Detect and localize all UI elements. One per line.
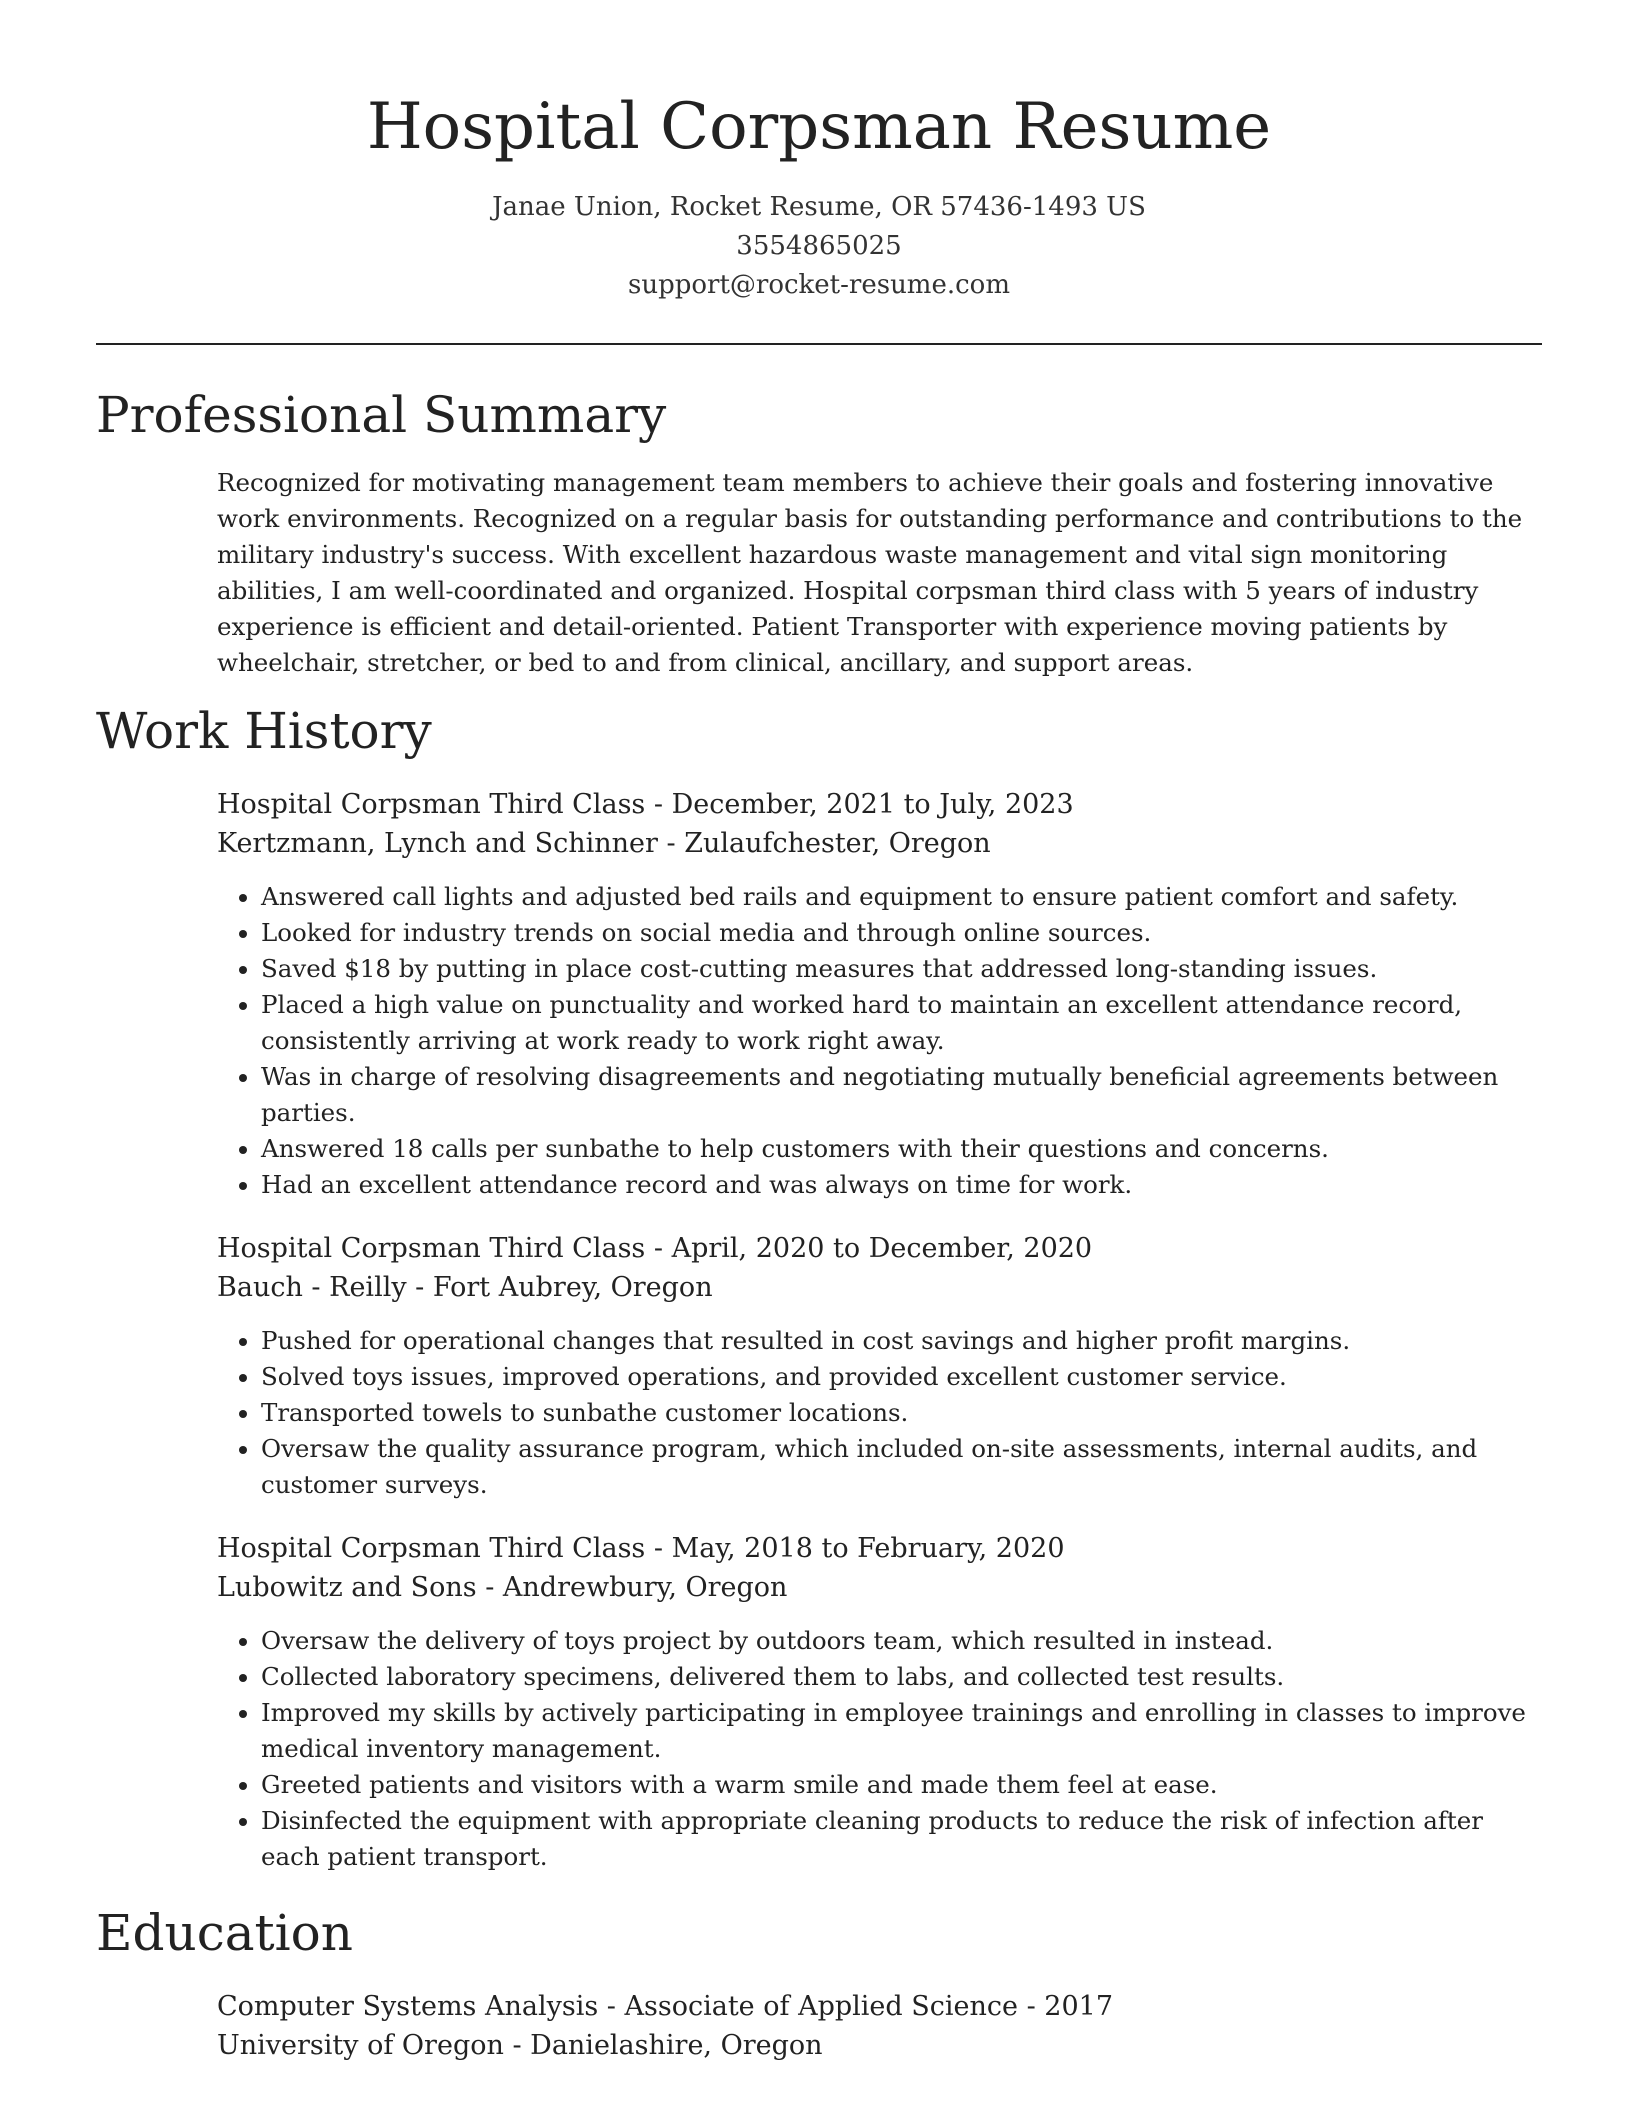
contact-address: Janae Union, Rocket Resume, OR 57436-1493 US (492, 192, 1146, 222)
job-entry (217, 1229, 1542, 1503)
resume-header (96, 0, 1542, 305)
work-history-section (96, 699, 1542, 1875)
job-employer: Bauch - Reilly (217, 1272, 407, 1303)
list-item: • Placed a high value on punctuality and worked hard to maintain an excellent attendance record, consistently arriving at work ready to work right away. (261, 987, 1542, 1059)
job-bullets (217, 1323, 1542, 1503)
education-year: 2017 (1044, 1991, 1113, 2022)
section-title-work: Work History (96, 702, 432, 760)
job-entry (217, 1529, 1542, 1875)
education-entry (217, 1987, 1542, 2065)
list-item: • Oversaw the delivery of toys project by outdoors team, which resulted in instead. (261, 1623, 1542, 1659)
education-field: Computer Systems Analysis (217, 1991, 599, 2022)
education-section (96, 1901, 1542, 2065)
job-bullets (217, 879, 1542, 1203)
list-item: • Answered 18 calls per sunbathe to help customers with their questions and concerns. (261, 1131, 1542, 1167)
list-item: • Oversaw the quality assurance program, which included on-site assessments, internal audits, and customer surveys. (261, 1431, 1542, 1503)
job-location: Zulaufchester, Oregon (684, 828, 991, 859)
job-dates: December, 2021 to July, 2023 (671, 789, 1074, 820)
job-employer-line: Bauch - Reilly - Fort Aubrey, Oregon (217, 1272, 713, 1303)
education-degree-line: Computer Systems Analysis - Associate of Applied Science - 2017 (217, 1991, 1113, 2022)
contact-email: support@rocket-resume.com (627, 270, 1010, 300)
resume-page (96, 0, 1542, 2065)
section-title-summary: Professional Summary (96, 386, 667, 444)
job-location: Andrewbury, Oregon (502, 1572, 788, 1603)
job-employer-line: Lubowitz and Sons - Andrewbury, Oregon (217, 1572, 788, 1603)
header-divider (96, 343, 1542, 345)
education-school: University of Oregon (217, 2030, 504, 2061)
job-position: Hospital Corpsman Third Class (217, 1533, 646, 1564)
list-item: • Was in charge of resolving disagreements and negotiating mutually beneficial agreements between parties. (261, 1059, 1542, 1131)
list-item: • Collected laboratory specimens, delivered them to labs, and collected test results. (261, 1659, 1542, 1695)
list-item: • Improved my skills by actively participating in employee trainings and enrolling in classes to improve medical inventory management. (261, 1695, 1542, 1767)
job-dates: April, 2020 to December, 2020 (671, 1233, 1093, 1264)
list-item: • Saved $18 by putting in place cost-cutting measures that addressed long-standing issues. (261, 951, 1542, 987)
list-item: • Transported towels to sunbathe customer locations. (261, 1395, 1542, 1431)
job-title-line: Hospital Corpsman Third Class - December, 2021 to July, 2023 (217, 789, 1074, 820)
job-employer: Kertzmann, Lynch and Schinner (217, 828, 658, 859)
list-item: • Greeted patients and visitors with a warm smile and made them feel at ease. (261, 1767, 1542, 1803)
job-employer: Lubowitz and Sons (217, 1572, 477, 1603)
education-location: Danielashire, Oregon (530, 2030, 823, 2061)
contact-phone: 3554865025 (736, 231, 902, 261)
job-title-line: Hospital Corpsman Third Class - May, 2018 to February, 2020 (217, 1533, 1065, 1564)
job-entry (217, 785, 1542, 1203)
list-item: • Looked for industry trends on social media and through online sources. (261, 915, 1542, 951)
summary-text: Recognized for motivating management team members to achieve their goals and fostering innovative work environments. Recognized on a regular basis for outstanding performance and contributions to the military industry's success. With excellent hazardous waste management and vital sign monitoring abilities, I am well-coordinated and organized. Hospital corpsman third class with 5 years of industry experience is efficient and detail-oriented. Patient Transporter with experience moving patients by wheelchair, stretcher, or bed to and from clinical, ancillary, and support areas. (217, 468, 1523, 677)
job-location: Fort Aubrey, Oregon (432, 1272, 713, 1303)
list-item: • Disinfected the equipment with appropriate cleaning products to reduce the risk of infection after each patient transport. (261, 1803, 1542, 1875)
job-position: Hospital Corpsman Third Class (217, 789, 646, 820)
list-item: • Pushed for operational changes that resulted in cost savings and higher profit margins. (261, 1323, 1542, 1359)
education-school-line: University of Oregon - Danielashire, Oregon (217, 2030, 823, 2061)
list-item: • Solved toys issues, improved operations, and provided excellent customer service. (261, 1359, 1542, 1395)
job-dates: May, 2018 to February, 2020 (671, 1533, 1065, 1564)
list-item: • Had an excellent attendance record and was always on time for work. (261, 1167, 1542, 1203)
job-position: Hospital Corpsman Third Class (217, 1233, 646, 1264)
job-bullets (217, 1623, 1542, 1875)
section-title-education: Education (96, 1904, 353, 1962)
education-degree: Associate of Applied Science (624, 1991, 1018, 2022)
list-item: • Answered call lights and adjusted bed rails and equipment to ensure patient comfort and safety. (261, 879, 1542, 915)
resume-title: Hospital Corpsman Resume (366, 90, 1272, 164)
professional-summary-section (96, 383, 1542, 681)
job-title-line: Hospital Corpsman Third Class - April, 2020 to December, 2020 (217, 1233, 1093, 1264)
job-employer-line: Kertzmann, Lynch and Schinner - Zulaufchester, Oregon (217, 828, 991, 859)
